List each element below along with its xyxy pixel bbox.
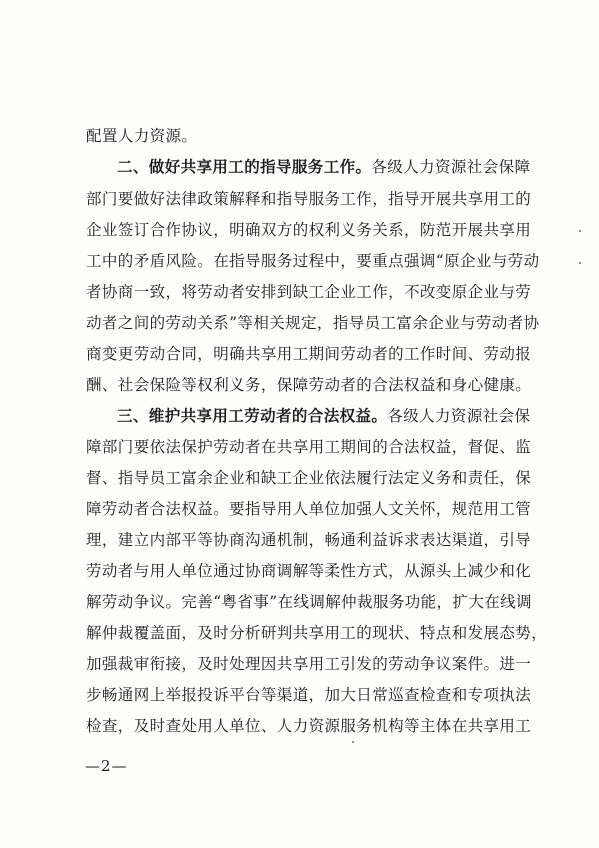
section-heading-line xyxy=(117,156,531,178)
body-line xyxy=(86,591,532,613)
body-line xyxy=(86,529,532,551)
body-text: 解劳动争议。完善“粤省事”在线调解仲裁服务功能，扩大在线调 xyxy=(86,593,532,611)
body-line xyxy=(86,715,532,737)
body-text: 各级人力资源社会保 xyxy=(387,407,531,425)
body-line xyxy=(86,250,540,272)
body-line xyxy=(86,125,516,147)
section-heading: 二、做好共享用工的指导服务工作。 xyxy=(117,157,372,176)
body-line xyxy=(86,653,532,675)
body-text: 工中的矛盾风险。在指导服务过程中，要重点强调“原企业与劳动 xyxy=(86,252,540,270)
body-text: 企业签订合作协议，明确双方的权利义务关系，防范开展共享用 xyxy=(86,221,532,239)
body-line xyxy=(86,374,532,396)
body-line xyxy=(86,498,532,520)
body-text: 障部门要依法保护劳动者在共享用工期间的合法权益，督促、监 xyxy=(86,438,532,456)
body-line xyxy=(86,343,532,365)
body-text: 者协商一致，将劳动者安排到缺工企业工作，不改变原企业与劳 xyxy=(86,283,532,301)
section-heading-line xyxy=(117,405,531,427)
body-text: 部门要做好法律政策解释和指导服务工作，指导开展共享用工的 xyxy=(86,190,532,208)
body-text: 障劳动者合法权益。要指导用人单位加强人文关怀，规范用工管 xyxy=(86,500,532,518)
body-text: 动者之间的劳动关系”等相关规定，指导员工富余企业与劳动者协 xyxy=(86,314,540,332)
body-text: 解仲裁覆盖面，及时分析研判共享用工的现状、特点和发展态势， xyxy=(86,624,548,642)
body-line xyxy=(86,281,532,303)
section-heading: 三、维护共享用工劳动者的合法权益。 xyxy=(117,406,388,425)
body-text: 检查，及时查处用人单位、人力资源服务机构等主体在共享用工 xyxy=(86,717,532,735)
body-line xyxy=(86,684,532,706)
body-text: 劳动者与用人单位通过协商调解等柔性方式，从源头上减少和化 xyxy=(86,562,532,580)
scan-speck xyxy=(579,230,581,232)
body-line xyxy=(86,467,532,489)
body-text: 督、指导员工富余企业和缺工企业依法履行法定义务和责任，保 xyxy=(86,469,532,487)
body-line xyxy=(86,436,532,458)
body-text: 加强裁审衔接，及时处理因共享用工引发的劳动争议案件。进一 xyxy=(86,655,532,673)
body-line xyxy=(86,560,532,582)
body-line xyxy=(86,188,532,210)
body-text: 理，建立内部平等协商沟通机制，畅通利益诉求表达渠道，引导 xyxy=(86,531,532,549)
body-text: 配置人力资源。 xyxy=(86,127,198,145)
body-text: 酬、社会保险等权利义务，保障劳动者的合法权益和身心健康。 xyxy=(86,376,532,394)
body-line xyxy=(86,219,532,241)
body-line xyxy=(86,312,540,334)
body-text: 步畅通网上举报投诉平台等渠道，加大日常巡查检查和专项执法 xyxy=(86,686,532,704)
page-number: —2— xyxy=(85,757,128,775)
scan-speck xyxy=(352,741,354,743)
body-text: 各级人力资源社会保障 xyxy=(371,158,531,176)
body-text: 商变更劳动合同，明确共享用工期间劳动者的工作时间、劳动报 xyxy=(86,345,532,363)
body-line xyxy=(86,622,548,644)
scan-speck xyxy=(579,262,581,264)
